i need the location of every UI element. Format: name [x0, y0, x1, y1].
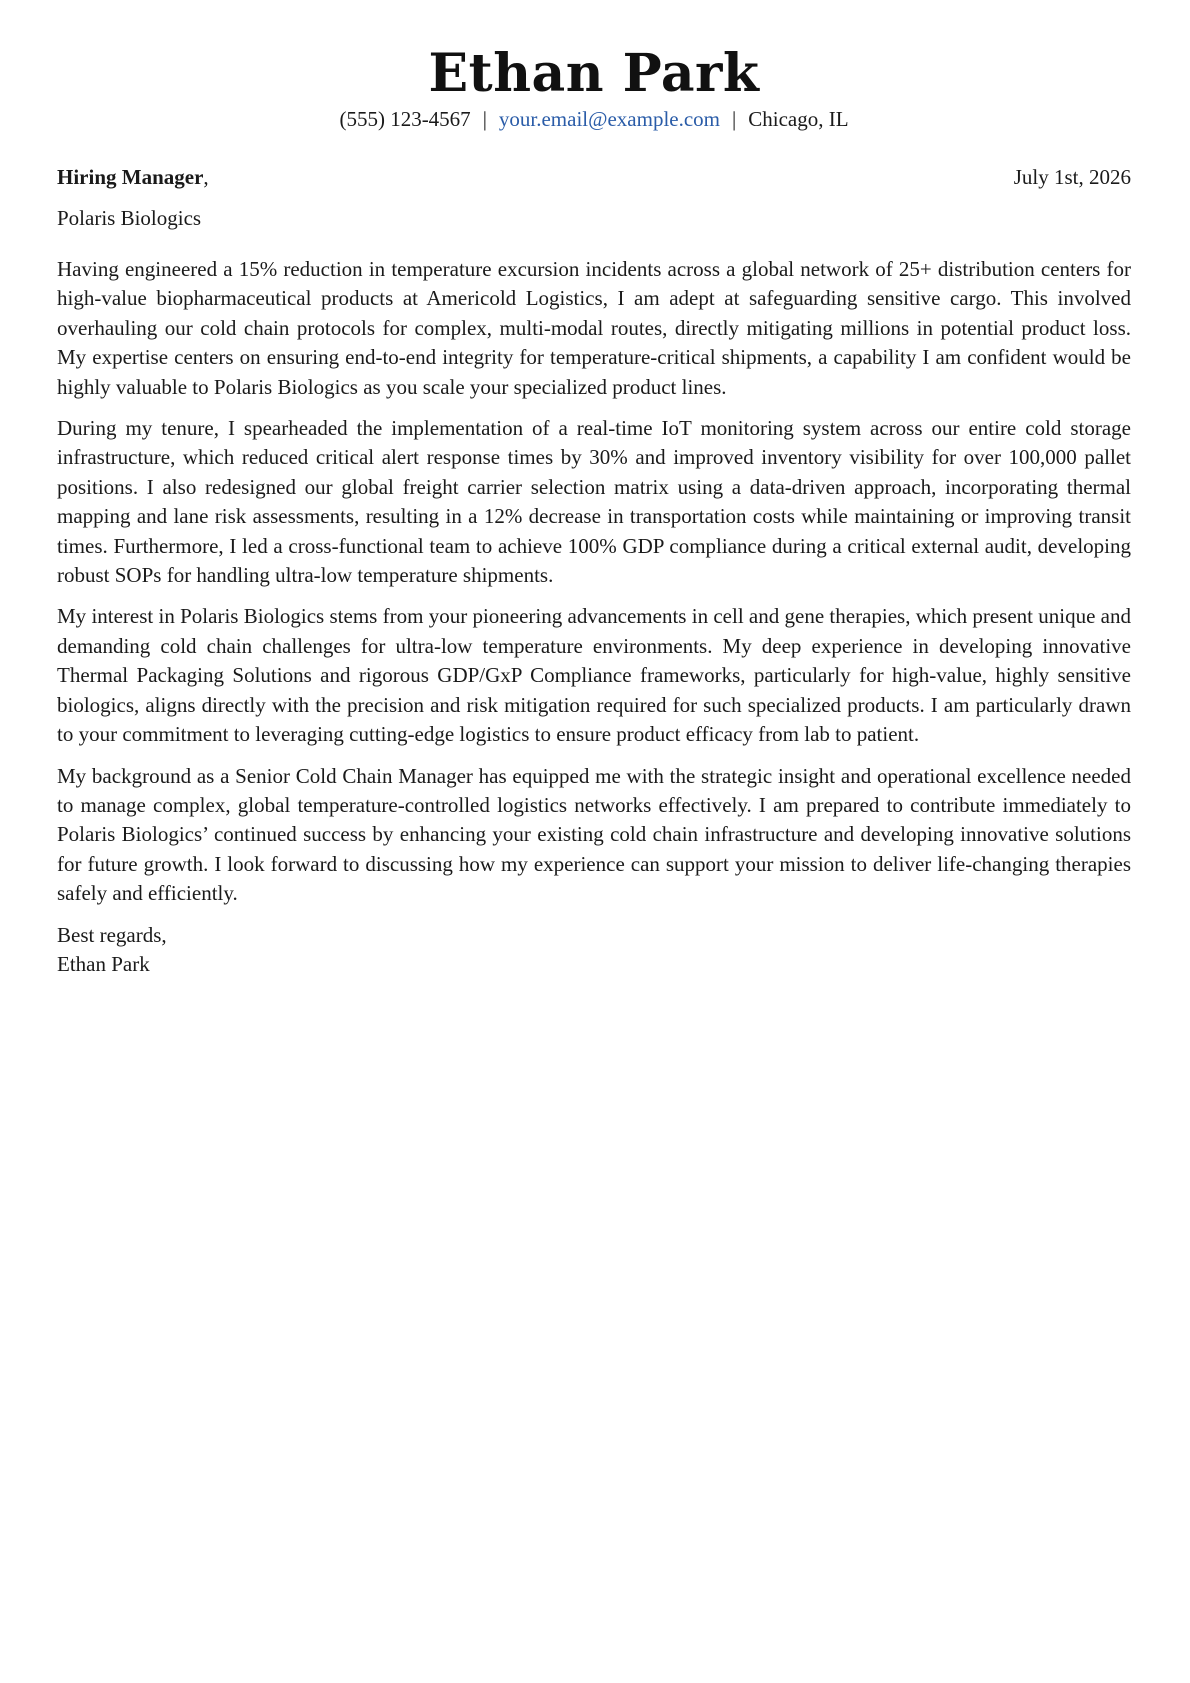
recipient-comma: ,: [203, 165, 209, 189]
location: Chicago, IL: [748, 107, 849, 131]
letter-date: July 1st, 2026: [1013, 165, 1131, 189]
body-paragraph: During my tenure, I spearheaded the implementation of a real-time IoT monitoring system across our entire cold storage infrastructure, which reduced critical alert response times by 30% and improved inventory visibility for over 100,000 pallet positions. I also redesigned our global freight carrier selection matrix using a data-driven approach, incorporating thermal mapping and lane risk assessments, resulting in a 12% decrease in transportation costs while maintaining or improving transit times. Furthermore, I led a cross-functional team to achieve 100% GDP compliance during a critical external audit, developing robust SOPs for handling ultra-low temperature shipments.: [57, 416, 1131, 588]
contact-separator: |: [482, 107, 487, 131]
cover-letter-page: [57, 0, 1131, 979]
email-link[interactable]: your.email@example.com: [498, 107, 721, 131]
applicant-name: Ethan Park: [428, 43, 760, 104]
salutation-row: [57, 164, 1131, 190]
contact-separator: |: [732, 107, 737, 131]
body-paragraph: Having engineered a 15% reduction in temperature excursion incidents across a global network of 25+ distribution centers for high-value biopharmaceutical products at Americold Logistics, I am adept at safeguarding sensitive cargo. This involved overhauling our cold chain protocols for complex, multi-modal routes, directly mitigating millions in potential product loss. My expertise centers on ensuring end-to-end integrity for temperature-critical shipments, a capability I am confident would be highly valuable to Polaris Biologics as you scale your specialized product lines.: [57, 257, 1131, 399]
letter-closing: [57, 921, 1131, 979]
body-paragraph: My background as a Senior Cold Chain Manager has equipped me with the strategic insight and operational excellence needed to manage complex, global temperature-controlled logistics networks effectively. I am prepared to contribute immediately to Polaris Biologics’ continued success by enhancing your existing cold chain infrastructure and developing innovative solutions for future growth. I look forward to discussing how my experience can support your mission to deliver life-changing therapies safely and efficiently.: [57, 763, 1131, 906]
letter-body: [57, 255, 1131, 909]
recipient-title: Hiring Manager: [57, 165, 204, 189]
closing-phrase: Best regards,: [57, 922, 167, 947]
recipient-company: Polaris Biologics: [57, 206, 202, 230]
body-paragraph: My interest in Polaris Biologics stems from your pioneering advancements in cell and gene therapies, which present unique and demanding cold chain challenges for ultra-low temperature environments. My deep experience in developing innovative Thermal Packaging Solutions and rigorous GDP/GxP Compliance frameworks, particularly for high-value, highly sensitive biologics, aligns directly with the precision and risk mitigation required for such specialized products. I am particularly drawn to your commitment to leveraging cutting-edge logistics to ensure product efficacy from lab to patient.: [57, 604, 1131, 747]
phone-number: (555) 123-4567: [339, 107, 471, 131]
contact-line: [57, 106, 1131, 132]
recipient-line: [57, 164, 209, 190]
signature-name: Ethan Park: [57, 951, 150, 976]
